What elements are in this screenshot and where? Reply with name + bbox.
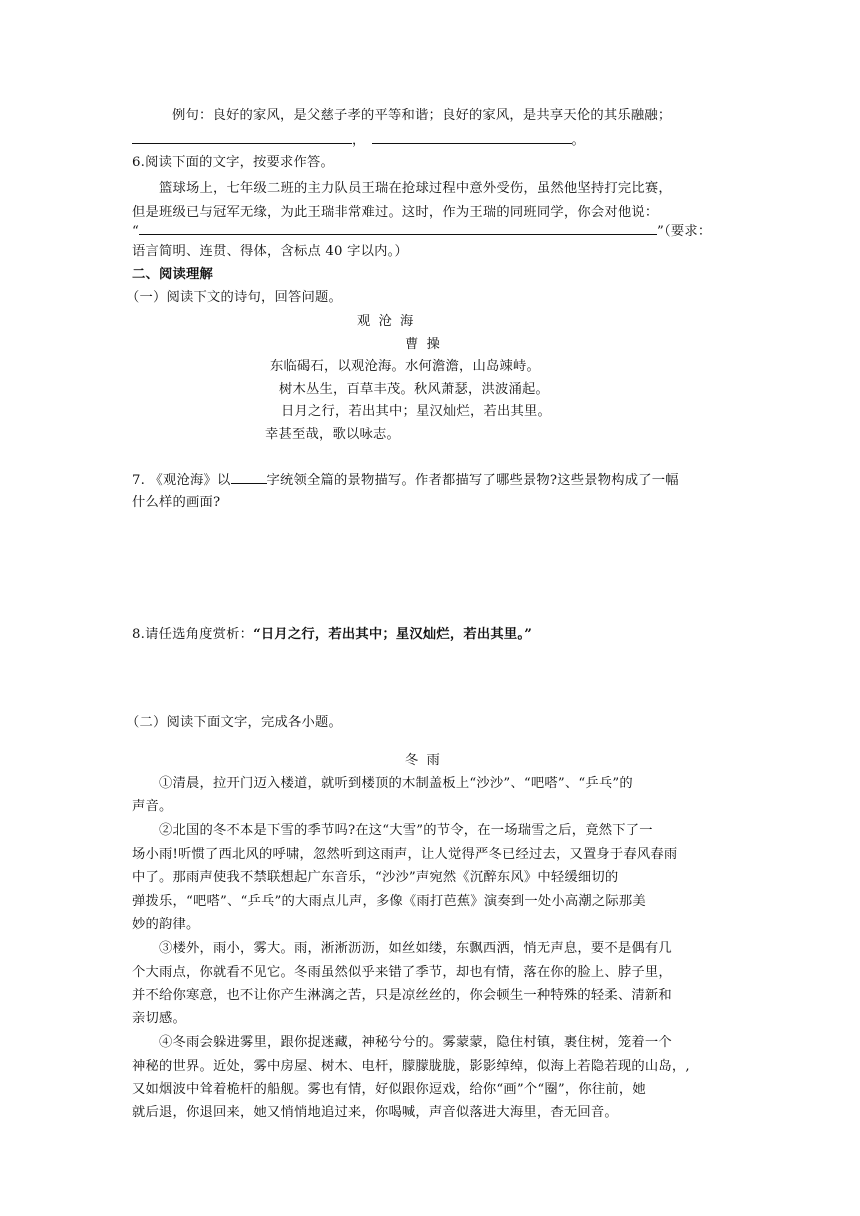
essay-line: 又如烟波中耸着桅杆的船舰。雾也有情，好似跟你逗戏，给你“画”个“圈”，你往前，她 [132,1082,646,1097]
essay-line: 声音。 [132,799,173,814]
q7-prefix: 7. 《观沧海》以 [132,473,231,488]
essay-line: ③楼外，雨小，雾大。雨，淅淅沥沥，如丝如缕，东飘西洒，悄无声息，要不是偶有几 [159,941,672,956]
q6-quote-open: “ [132,224,139,239]
answer-blank[interactable] [139,222,657,235]
essay-line: 并不给你寒意，也不让你产生淋漓之苦，只是凉丝丝的，你会顿生一种特殊的轻柔、清新和 [132,988,672,1003]
poem-line: 幸甚至哉，歌以咏志。 [265,427,400,442]
answer-blank[interactable] [372,131,572,144]
essay-line: 亲切感。 [132,1011,186,1026]
poem-title: 观 沧 海 [357,314,416,329]
essay-line: ②北国的冬不本是下雪的季节吗?在这“大雪”的节令，在一场瑞雪之后，竟然下了一 [159,823,653,838]
poem-line: 日月之行，若出其中；星汉灿烂，若出其里。 [281,404,551,419]
answer-blank[interactable] [231,471,267,484]
q8-quote: “日月之行，若出其中；星汉灿烂，若出其里。” [253,627,533,642]
answer-blank[interactable] [132,131,352,144]
q7-suffix: 字统领全篇的景物描写。作者都描写了哪些景物?这些景物构成了一幅 [266,473,679,488]
essay-line: 妙的韵律。 [132,917,200,932]
essay-line: 场小雨!听惯了西北风的呼啸，忽然听到这雨声，让人觉得严冬已经过去，又置身于春风春雨 [132,847,678,862]
essay-line: ①清晨，拉开门迈入楼道，就听到楼顶的木制盖板上“沙沙”、“吧嗒”、“乒乓”的 [159,776,633,791]
part2-instruction: （二）阅读下面文字，完成各小题。 [126,715,342,730]
q6-requirement: 语言简明、连贯、得体，含标点 40 字以内。） [132,244,408,259]
essay-title: 冬 雨 [405,753,442,768]
example-end: 。 [571,133,585,148]
essay-line: 弹拨乐，“吧嗒”、“乒乓”的大雨点儿声，多像《雨打芭蕉》演奏到一处小高潮之际那美 [132,894,646,909]
q6-paragraph-line: 篮球场上，七年级二班的主力队员王瑞在抢球过程中意外受伤，虽然他坚持打完比赛， [159,181,672,196]
example-separator: ， [352,133,366,148]
poem-author: 曹 操 [405,337,442,352]
essay-line: 就后退，你退回来，她又悄悄地追过来，你喝喊，声音似落进大海里，杳无回音。 [132,1105,618,1120]
q6-title: 6.阅读下面的文字，按要求作答。 [132,155,335,170]
q6-answer-line [132,222,711,241]
example-blanks-line [132,131,585,150]
part1-instruction: （一）阅读下文的诗句，回答问题。 [126,290,342,305]
q8-text: 8.请任选角度赏析： [132,627,254,642]
example-line [172,107,671,125]
section-heading: 二、阅读理解 [132,267,213,282]
essay-line: 神秘的世界。近处，雾中房屋、树木、电杆，朦朦胧胧，影影绰绰，似海上若隐若现的山岛，, [132,1059,690,1074]
poem-line: 树木丛生，百草丰茂。秋风萧瑟，洪波涌起。 [279,382,549,397]
poem-line: 东临碣石，以观沧海。水何澹澹，山岛竦峙。 [270,359,540,374]
q6-paragraph-line: 但是班级已与冠军无缘，为此王瑞非常难过。这时，作为王瑞的同班同学，你会对他说： [132,205,659,220]
q7-line [132,471,679,490]
example-text: 良好的家风，是父慈子孝的平等和谐；良好的家风，是共享天伦的其乐融融； [212,108,672,123]
essay-line: ④冬雨会躲进雾里，跟你捉迷藏，神秘兮兮的。雾蒙蒙，隐住村镇，裹住树，笼着一个 [159,1035,672,1050]
q8-line [132,626,532,644]
q7-line-2: 什么样的画面? [132,495,221,510]
essay-line: 中了。那雨声使我不禁联想起广东音乐，“沙沙”声宛然《沉醉东风》中轻缓细切的 [132,870,619,885]
essay-line: 个大雨点，你就看不见它。冬雨虽然似乎来错了季节，却也有情，落在你的脸上、脖子里， [132,965,672,980]
q6-quote-close: ”（要求： [657,224,712,239]
example-label: 例句： [172,108,213,123]
